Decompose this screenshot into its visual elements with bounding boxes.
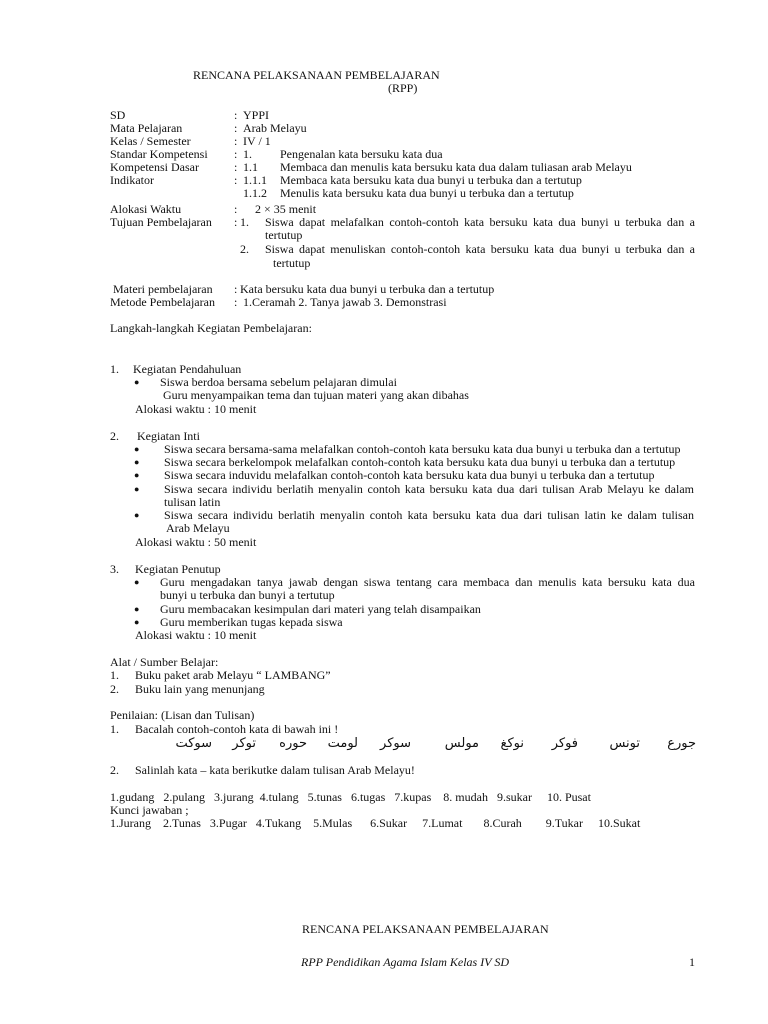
bullet-icon: ● [134,577,140,587]
colon: : [234,121,238,135]
section-1-number: 1. [110,362,119,376]
page-number: 1 [689,955,695,969]
section-2-item-continuation: tulisan latin [164,495,221,509]
alat-1-number: 1. [110,668,119,682]
section-3-item: Guru mengadakan tanya jawab dengan siswa tentang cara membaca dan menulis kata bersuku kata dua [160,575,695,589]
colon: : [234,147,238,161]
answer-key-label: Kunci jawaban ; [110,803,189,817]
metode-value: 1.Ceramah 2. Tanya jawab 3. Demonstrasi [243,295,447,309]
colon: : [234,160,238,174]
alokasi-label: Alokasi Waktu [110,202,182,216]
section-2-item: Siswa secara induvidu melafalkan contoh-contoh kata bersuku kata dua bunyi u terbuka dan a tertutup [164,468,655,482]
sk-text: Pengenalan kata bersuku kata dua [280,147,443,161]
bullet-icon: ● [134,457,140,467]
arabic-word: تونس [609,736,640,751]
question-1-text: Bacalah contoh-contoh kata di bawah ini ! [135,722,339,736]
metode-label: Metode Pembelajaran [110,295,215,309]
section-2-item: Siswa secara individu berlatih menyalin contoh kata bersuku kata dua dari tulisan Arab Melayu ke dalam [164,482,694,496]
bullet-icon: ● [134,510,140,520]
sd-value: YPPI [243,108,270,122]
colon: : [234,295,238,309]
bullet-icon: ● [134,377,140,387]
section-1-item: Siswa berdoa bersama sebelum pelajaran dimulai [160,375,397,389]
colon: : [234,108,238,122]
section-3-number: 3. [110,562,119,576]
section-2-item: Siswa secara berkelompok melafalkan contoh-contoh kata bersuku kata dua bunyi u terbuka dan a tertutup [164,455,676,469]
materi-label: Materi pembelajaran [113,282,213,296]
document-subtitle: (RPP) [388,81,418,95]
section-1-alokasi: Alokasi waktu : 10 menit [135,402,257,416]
tujuan-2-number: 2. [240,242,249,256]
alokasi-value: 2 × 35 menit [255,202,317,216]
section-2-alokasi: Alokasi waktu : 50 menit [135,535,257,549]
alat-2-text: Buku lain yang menunjang [135,682,265,696]
kelas-value: IV / 1 [243,134,271,148]
kelas-label: Kelas / Semester [110,134,191,148]
section-2-item-continuation: Arab Melayu [166,521,230,535]
colon: : [234,173,238,187]
arabic-word: جورع [667,736,696,751]
bullet-icon: ● [134,617,140,627]
kd-number: 1.1 [243,160,258,174]
arabic-word: لومت [327,736,358,751]
section-2-item: Siswa secara individu berlatih menyalin contoh kata bersuku kata dua dari tulisan latin ke dalam tulisan [164,508,694,522]
tujuan-1-continuation: tertutup [265,228,303,242]
arabic-word: مولس [444,736,479,751]
answer-key-list: 1.Jurang 2.Tunas 3.Pugar 4.Tukang 5.Mulas 6.Sukar 7.Lumat 8.Curah 9.Tukar 10.Sukat [110,816,641,830]
question-2-number: 2. [110,763,119,777]
section-3-item: Guru membacakan kesimpulan dari materi yang telah disampaikan [160,602,481,616]
indikator-2-number: 1.1.2 [243,186,267,200]
arabic-word: فوكر [551,736,578,751]
arabic-word: سوكر [380,736,411,751]
word-list: 1.gudang 2.pulang 3.jurang 4.tulang 5.tunas 6.tugas 7.kupas 8. mudah 9.sukar 10. Pusat [110,790,591,804]
bottom-title: RENCANA PELAKSANAAN PEMBELAJARAN [302,922,549,936]
section-1-item: Guru menyampaikan tema dan tujuan materi yang akan dibahas [163,388,469,402]
colon: : [234,202,238,216]
section-3-item: Guru memberikan tugas kepada siswa [160,615,343,629]
arabic-word: نوكغ [500,736,524,751]
mapel-value: Arab Melayu [243,121,307,135]
sd-label: SD [110,108,126,122]
question-1-number: 1. [110,722,119,736]
alat-2-number: 2. [110,682,119,696]
section-1-title: Kegiatan Pendahuluan [133,362,242,376]
section-2-number: 2. [110,429,119,443]
langkah-heading: Langkah-langkah Kegiatan Pembelajaran: [110,321,312,335]
section-3-item-continuation: bunyi u terbuka dan bunyi a tertutup [160,588,335,602]
question-2-text: Salinlah kata – kata berikutke dalam tulisan Arab Melayu! [135,763,415,777]
sk-number: 1. [243,147,252,161]
indikator-2-text: Menulis kata bersuku kata dua bunyi u terbuka dan a tertutup [280,186,574,200]
tujuan-2-continuation: tertutup [273,256,311,270]
alat-1-text: Buku paket arab Melayu “ LAMBANG” [135,668,331,682]
tujuan-1-text: Siswa dapat melafalkan contoh-contoh kata bersuku kata dua bunyi u terbuka dan a [265,215,695,229]
page-footer: RPP Pendidikan Agama Islam Kelas IV SD [301,955,509,969]
colon: : [234,282,238,296]
alat-heading: Alat / Sumber Belajar: [110,655,219,669]
materi-value: Kata bersuku kata dua bunyi u terbuka dan a tertutup [240,282,495,296]
kd-label: Kompetensi Dasar [110,160,199,174]
tujuan-2-text: Siswa dapat menuliskan contoh-contoh kata bersuku kata dua bunyi u terbuka dan a [265,242,695,256]
arabic-word: سوكت [175,736,212,751]
kd-text: Membaca dan menulis kata bersuku kata dua dalam tuliasan arab Melayu [280,160,632,174]
colon: : [234,215,238,229]
penilaian-heading: Penilaian: (Lisan dan Tulisan) [110,708,255,722]
section-3-alokasi: Alokasi waktu : 10 menit [135,628,257,642]
bullet-icon: ● [134,470,140,480]
section-2-title: Kegiatan Inti [137,429,200,443]
tujuan-1-number: 1. [240,215,249,229]
bullet-icon: ● [134,604,140,614]
arabic-word: توكر [232,736,256,751]
bullet-icon: ● [134,444,140,454]
section-2-item: Siswa secara bersama-sama melafalkan contoh-contoh kata bersuku kata dua bunyi u terbuka dan a tertutup [164,442,681,456]
indikator-1-number: 1.1.1 [243,173,267,187]
indikator-label: Indikator [110,173,154,187]
tujuan-label: Tujuan Pembelajaran [110,215,212,229]
mapel-label: Mata Pelajaran [110,121,183,135]
document-title: RENCANA PELAKSANAAN PEMBELAJARAN [193,68,440,82]
colon: : [234,134,238,148]
arabic-word: حوره [279,736,307,751]
section-3-title: Kegiatan Penutup [135,562,221,576]
indikator-1-text: Membaca kata bersuku kata dua bunyi u terbuka dan a tertutup [280,173,582,187]
bullet-icon: ● [134,484,140,494]
sk-label: Standar Kompetensi [110,147,208,161]
